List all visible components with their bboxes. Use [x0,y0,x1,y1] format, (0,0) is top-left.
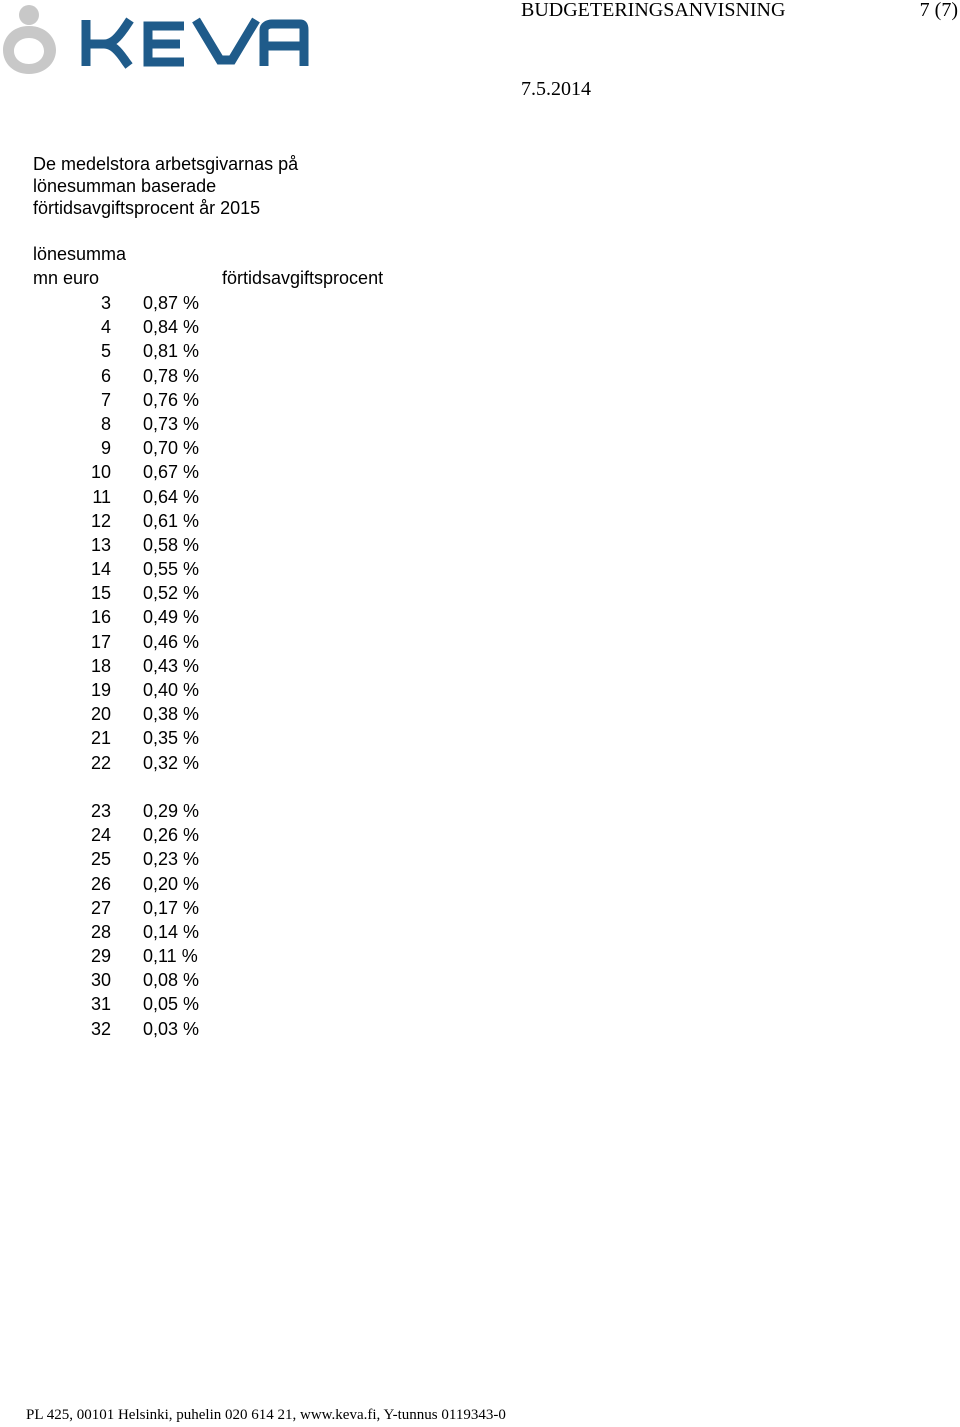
payroll-cell: 28 [90,921,111,942]
payroll-cell: 3 [100,293,111,313]
rate-cell: 0,84 % [143,317,200,338]
column-header-rate: förtidsavgiftsprocent [222,268,384,288]
table-row [0,896,400,920]
rate-cell: 0,70 % [143,438,200,459]
rate-table [0,291,400,1041]
rate-cell: 0,40 % [143,680,200,700]
payroll-cell: 23 [90,800,111,821]
rate-cell: 0,67 % [143,462,200,483]
title-line: förtidsavgiftsprocent år 2015 [33,198,261,218]
column-header-payroll-unit: mn euro [33,268,100,288]
rate-cell: 0,17 % [143,897,200,918]
rate-cell: 0,43 % [143,655,200,676]
payroll-cell: 14 [90,559,111,580]
payroll-cell: 30 [90,970,111,991]
table-row [0,460,400,484]
table-row [0,726,400,750]
footer-address: PL 425, 00101 Helsinki, puhelin 020 614 21, www.keva.fi, Y-tunnus 0119343-0 [26,1407,506,1423]
rate-cell: 0,11 % [143,946,198,967]
rate-cell: 0,23 % [143,849,200,870]
title-line: De medelstora arbetsgivarnas på [33,154,299,174]
payroll-cell: 21 [90,728,111,749]
payroll-cell: 8 [100,413,111,434]
rate-cell: 0,29 % [143,800,200,821]
payroll-cell: 10 [90,462,111,483]
rate-cell: 0,26 % [143,825,200,846]
rate-cell: 0,78 % [143,365,200,386]
rate-cell: 0,46 % [143,631,200,652]
rate-cell: 0,52 % [143,583,200,604]
rate-cell: 0,49 % [143,607,200,628]
payroll-cell: 31 [90,994,111,1015]
rate-cell: 0,81 % [143,341,200,362]
table-title [33,153,298,219]
payroll-cell: 16 [90,607,111,628]
table-row [0,339,400,363]
table-row [0,436,400,460]
payroll-cell: 5 [100,341,111,362]
table-row [0,920,400,944]
rate-cell: 0,03 % [143,1018,200,1039]
table-row [0,485,400,509]
table-row [0,509,400,533]
table-row [0,944,400,968]
table-row [0,847,400,871]
keva-logo [0,0,310,78]
payroll-cell: 7 [100,389,111,410]
table-row [0,751,400,775]
table-row [0,291,400,315]
payroll-cell: 24 [90,825,111,846]
table-row [0,678,400,702]
table-row [0,1017,400,1041]
logo-figure-head-icon [19,5,39,25]
table-row [0,388,400,412]
table-row [0,630,400,654]
payroll-cell: 4 [100,317,111,338]
rate-cell: 0,35 % [143,728,200,749]
rate-cell: 0,64 % [143,486,200,507]
payroll-cell: 13 [90,534,111,555]
payroll-cell: 19 [90,680,111,700]
page-number: 7 (7) [919,0,958,21]
rate-cell: 0,76 % [143,389,200,410]
payroll-cell: 11 [92,486,111,507]
group-spacer [0,775,400,799]
table-row [0,315,400,339]
payroll-cell: 12 [90,510,111,531]
payroll-cell: 17 [90,631,111,652]
payroll-cell: 29 [90,946,111,967]
rate-cell: 0,32 % [143,752,200,773]
payroll-cell: 15 [90,583,111,604]
rate-cell: 0,20 % [143,873,200,894]
table-row [0,654,400,678]
logo-wordmark [86,20,304,66]
document-type: BUDGETERINGSANVISNING [521,0,786,21]
payroll-cell: 26 [90,873,111,894]
payroll-cell: 18 [90,655,111,676]
rate-cell: 0,14 % [143,921,200,942]
payroll-cell: 32 [90,1018,111,1039]
payroll-cell: 27 [90,897,111,918]
rate-cell: 0,05 % [143,994,200,1015]
payroll-cell: 22 [90,752,111,773]
table-row [0,823,400,847]
payroll-cell: 20 [90,704,111,725]
payroll-cell: 9 [100,438,111,459]
document-date: 7.5.2014 [521,78,591,100]
table-row [0,557,400,581]
rate-cell: 0,61 % [143,510,200,531]
table-row [0,581,400,605]
table-row [0,872,400,896]
logo-figure-body-icon [3,26,56,74]
column-header-payroll-line1: lönesumma [33,244,127,264]
table-row [0,799,400,823]
payroll-cell: 25 [90,849,111,870]
table-row [0,412,400,436]
table-row [0,992,400,1016]
title-line: lönesumman baserade [33,176,217,196]
rate-cell: 0,38 % [143,704,200,725]
rate-cell: 0,58 % [143,534,200,555]
rate-cell: 0,08 % [143,970,200,991]
table-row [0,702,400,726]
table-row [0,364,400,388]
rate-cell: 0,87 % [143,293,200,313]
payroll-cell: 6 [100,365,111,386]
table-row [0,605,400,629]
table-row [0,533,400,557]
table-row [0,968,400,992]
rate-cell: 0,55 % [143,559,200,580]
rate-cell: 0,73 % [143,413,200,434]
